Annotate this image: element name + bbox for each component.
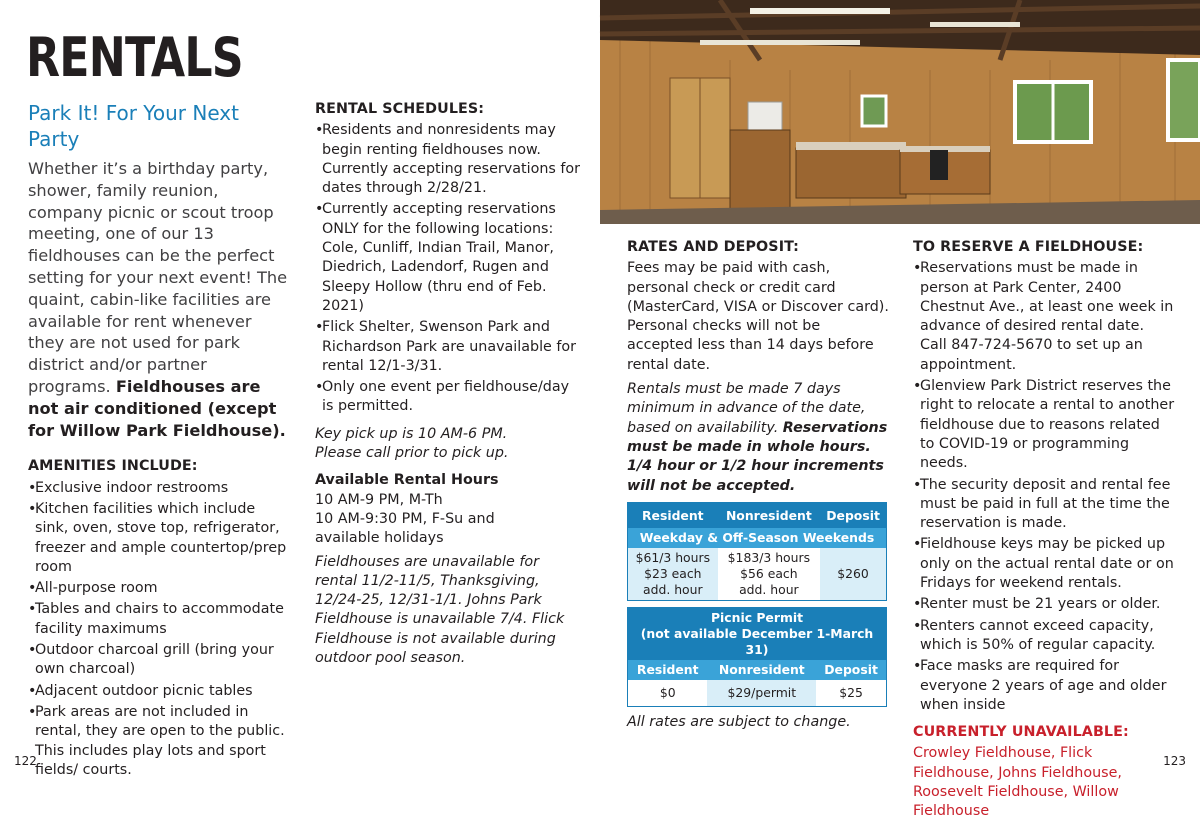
deposit-cell: $260 [820,548,886,601]
list-item: • Only one event per fieldhouse/day is permitted. [315,378,585,417]
list-item: • Fieldhouse keys may be picked up only on the actual rental date or on Fridays for weekend rentals. [913,535,1175,593]
list-item: • Tables and chairs to accommodate facility maximums [28,600,290,639]
reserve-list [913,259,1175,715]
table-cell: $0 [628,680,708,706]
picnic-permit-table [627,607,887,707]
reserve-heading: TO RESERVE A FIELDHOUSE: [913,239,1144,255]
list-item: • Flick Shelter, Swenson Park and Richardson Park are unavailable for rental 12/1-3/31. [315,318,585,376]
intro-bold-text: Fieldhouses are not air conditioned (except for Willow Park Fieldhouse). [28,376,286,440]
hours-line: 10 AM-9:30 PM, F-Su and [315,510,495,527]
fieldhouse-interior-photo [600,0,1200,224]
key-pickup-line: Please call prior to pick up. [315,445,509,462]
amenities-heading: AMENITIES INCLUDE: [28,458,198,475]
schedules-column [315,100,585,668]
hours-heading: Available Rental Hours [315,472,499,489]
amenities-list [28,479,290,780]
list-item: • Outdoor charcoal grill (bring your own charcoal) [28,641,290,680]
intro-paragraph [28,158,290,441]
rates-column [627,238,889,732]
schedules-heading: RENTAL SCHEDULES: [315,101,485,117]
advance-note [627,380,889,496]
hours-line: 10 AM-9 PM, M-Th [315,491,443,508]
list-item: • Kitchen facilities which include sink, oven, stove top, refrigerator, freezer and ample countertop/prep room [28,500,290,577]
left-page-number: 122 [14,754,37,768]
nonresident-rate-cell [718,548,821,601]
list-item: • Reservations must be made in person at Park Center, 2400 Chestnut Ave., at least one week in advance of desired rental date. Call 847-724-5670 to set up an appointment. [913,259,1175,375]
table-header: Resident [628,502,718,528]
page-title: RENTALS [26,26,243,89]
payment-text: Fees may be paid with cash, personal check or credit card (MasterCard, VISA or Discover card). Personal checks will not be accepted less than 14 days before rental date. [627,260,889,373]
table-header: Deposit [820,502,886,528]
unavailable-heading: CURRENTLY UNAVAILABLE: [913,724,1129,741]
rates-note: All rates are subject to change. [627,713,851,730]
list-item: • Glenview Park District reserves the right to relocate a rental to another fieldhouse due to reasons related to COVID-19 or programming needs. [913,377,1175,473]
rate-line: $183/3 hours [727,550,811,566]
rates-heading: RATES AND DEPOSIT: [627,239,800,255]
table-header: Resident [628,660,708,680]
table-header: Nonresident [718,502,821,528]
key-pickup-note [315,425,585,464]
key-pickup-line: Key pick up is 10 AM-6 PM. [315,425,508,442]
list-item: • Park areas are not included in rental, they are open to the public. This includes play lots and sport fields/ courts. [28,703,290,780]
rate-line: $23 each [644,566,702,582]
advance-text: Rentals must be made 7 days minimum in advance of the date, based on availability. [627,381,866,436]
intro-subhead: Park It! For Your Next Party [28,101,239,151]
picnic-permit-title [628,608,887,661]
table-header: Nonresident [707,660,816,680]
resident-rate-cell [628,548,718,601]
permit-title-line: (not available December 1-March 31) [640,626,874,658]
list-item: • Currently accepting reservations ONLY for the following locations: Cole, Cunliff, Indian Trail, Manor, Diedrich, Ladendorf, Rugen and Sleepy Hollow (thru end of Feb. 2021) [315,200,585,316]
rate-line: add. hour [643,582,703,598]
list-item: • Residents and nonresidents may begin renting fieldhouses now. Currently accepting reservations for dates through 2/28/21. [315,121,585,198]
list-item: • The security deposit and rental fee must be paid in full at the time the reservation is made. [913,476,1175,534]
list-item: • Exclusive indoor restrooms [28,479,290,498]
hours-line: available holidays [315,530,444,547]
permit-title-line: Picnic Permit [710,610,804,626]
list-item: • Adjacent outdoor picnic tables [28,682,290,701]
reserve-column [913,238,1175,822]
table-cell: $29/permit [707,680,816,706]
list-item: • Renters cannot exceed capacity, which is 50% of regular capacity. [913,617,1175,656]
fieldhouse-rate-table [627,502,887,602]
list-item: • All-purpose room [28,579,290,598]
unavailable-list: Crowley Fieldhouse, Flick Fieldhouse, Johns Fieldhouse, Roosevelt Fieldhouse, Willow Fieldhouse [913,745,1122,820]
table-cell: $25 [816,680,886,706]
table-header: Deposit [816,660,886,680]
table-subheader: Weekday & Off-Season Weekends [628,528,887,548]
rate-line: add. hour [739,582,799,598]
list-item: • Face masks are required for everyone 2 years of age and older when inside [913,657,1175,715]
rate-line: $61/3 hours [635,550,711,566]
intro-column [28,100,290,782]
schedules-list [315,121,585,416]
advance-bold-text: Reservations must be made in whole hours. 1/4 hour or 1/2 hour increments will not be accepted. [627,419,888,494]
right-page-number: 123 [1163,754,1186,768]
list-item: • Renter must be 21 years or older. [913,595,1175,614]
unavailable-note: Fieldhouses are unavailable for rental 11/2-11/5, Thanksgiving, 12/24-25, 12/31-1/1. Johns Park Fieldhouse is unavailable 7/4. Flick Fieldhouse is not available during outdoor pool season. [315,553,565,667]
intro-text: Whether it’s a birthday party, shower, family reunion, company picnic or scout troop meeting, one of our 13 fieldhouses can be the perfect setting for your next event! The quaint, cabin-like facilities are available for rent whenever they are not used for park district and/or partner programs. [28,159,288,396]
rate-line: $56 each [740,566,798,582]
